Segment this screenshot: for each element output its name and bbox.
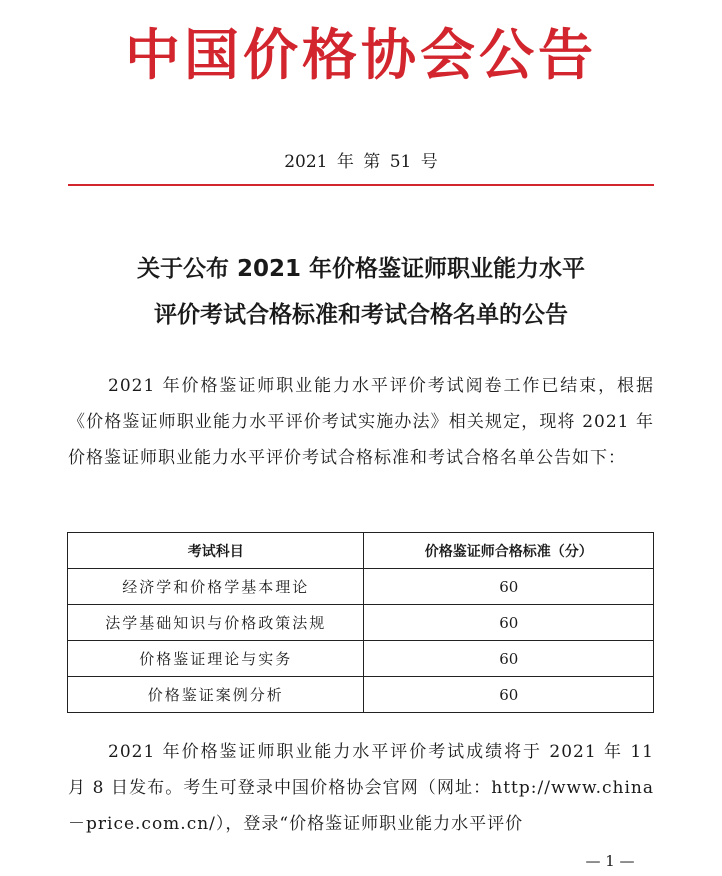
title-line-1: 关于公布 2021 年价格鉴证师职业能力水平 bbox=[136, 256, 586, 282]
subject-cell: 价格鉴证理论与实务 bbox=[68, 641, 364, 677]
results-paragraph-text: 2021 年价格鉴证师职业能力水平评价考试成绩将于 2021 年 11 月 8 日发布。考生可登录中国价格协会官网（网址：http://www.china－price.com.cn/），登录“价格鉴证师职业能力水平评价 bbox=[68, 742, 654, 834]
intro-paragraph-text: 2021 年价格鉴证师职业能力水平评价考试阅卷工作已结束，根据《价格鉴证师职业能力水平评价考试实施办法》相关规定，现将 2021 年价格鉴证师职业能力水平评价考试合格标准和考试合格名单公告如下： bbox=[68, 376, 654, 468]
passing-standard-table bbox=[67, 532, 654, 713]
score-cell: 60 bbox=[364, 605, 654, 641]
table-row bbox=[68, 569, 654, 605]
table-header-row bbox=[68, 533, 654, 569]
title-line-2: 评价考试合格标准和考试合格名单的公告 bbox=[154, 302, 568, 328]
table-row bbox=[68, 641, 654, 677]
announcement-title bbox=[40, 246, 682, 338]
issue-number: 2021 年 第 51 号 bbox=[284, 152, 438, 172]
page-number: — 1 — bbox=[585, 852, 635, 870]
table-row bbox=[68, 677, 654, 713]
subject-cell: 法学基础知识与价格政策法规 bbox=[68, 605, 364, 641]
score-cell: 60 bbox=[364, 641, 654, 677]
column-header-standard: 价格鉴证师合格标准（分） bbox=[364, 533, 654, 569]
masthead-title: 中国价格协会公告 bbox=[124, 22, 597, 87]
intro-paragraph bbox=[68, 368, 654, 476]
red-divider-rule bbox=[68, 184, 654, 186]
column-header-subject: 考试科目 bbox=[68, 533, 364, 569]
results-paragraph bbox=[68, 734, 654, 842]
subject-cell: 价格鉴证案例分析 bbox=[68, 677, 364, 713]
score-cell: 60 bbox=[364, 569, 654, 605]
table-row bbox=[68, 605, 654, 641]
subject-cell: 经济学和价格学基本理论 bbox=[68, 569, 364, 605]
score-cell: 60 bbox=[364, 677, 654, 713]
